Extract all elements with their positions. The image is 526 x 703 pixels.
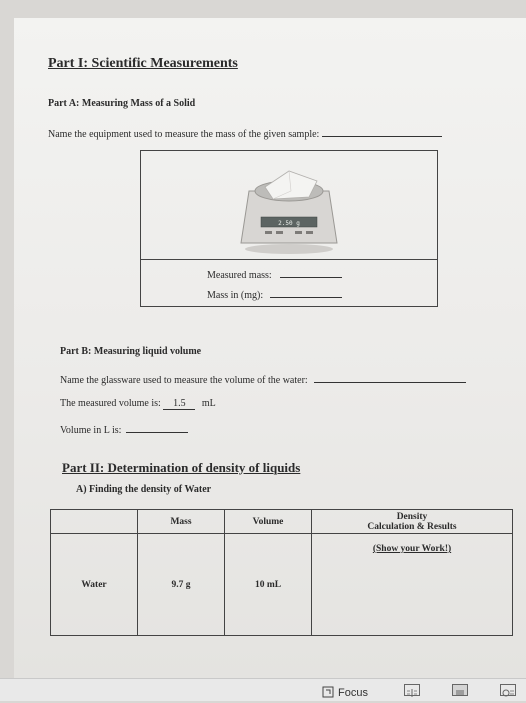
measured-volume-unit: mL bbox=[201, 398, 216, 409]
print-layout-icon[interactable] bbox=[452, 684, 468, 696]
part2-title: Part II: Determination of density of liquids bbox=[62, 460, 301, 475]
header-cell-volume: Volume bbox=[225, 510, 312, 534]
measured-volume-row bbox=[60, 398, 216, 410]
partB-title: Part B: Measuring liquid volume bbox=[60, 346, 202, 357]
equipment-answer-blank[interactable] bbox=[322, 126, 442, 137]
volume-liters-label: Volume in L is: bbox=[60, 425, 122, 436]
mass-mg-row bbox=[207, 287, 342, 301]
measured-mass-label: Measured mass: bbox=[207, 270, 272, 281]
document-page bbox=[14, 18, 526, 678]
glassware-question-text: Name the glassware used to measure the volume of the water: bbox=[60, 375, 308, 386]
balance-display-text: 2.50 g bbox=[278, 220, 300, 227]
header-cell-blank bbox=[51, 510, 138, 534]
balance-figure-box bbox=[140, 150, 438, 307]
balance-box-divider bbox=[141, 259, 437, 260]
part1-title: Part I: Scientific Measurements bbox=[48, 56, 238, 71]
web-layout-icon[interactable] bbox=[500, 684, 516, 696]
equipment-question-text: Name the equipment used to measure the mass of the given sample: bbox=[48, 129, 320, 140]
table-header-row bbox=[51, 510, 513, 534]
glassware-question bbox=[60, 372, 466, 386]
equipment-question bbox=[48, 126, 442, 140]
mass-mg-blank[interactable] bbox=[270, 287, 342, 298]
measured-mass-blank[interactable] bbox=[280, 267, 342, 278]
partA-title: Part A: Measuring Mass of a Solid bbox=[48, 98, 196, 109]
mass-mg-label: Mass in (mg): bbox=[207, 290, 264, 301]
cell-mass-value[interactable]: 9.7 g bbox=[138, 534, 225, 636]
focus-icon bbox=[322, 686, 334, 698]
glassware-answer-blank[interactable] bbox=[314, 372, 466, 383]
volume-liters-row bbox=[60, 422, 188, 436]
table-row bbox=[51, 534, 513, 636]
density-table bbox=[50, 509, 513, 636]
focus-label: Focus bbox=[338, 687, 368, 699]
cell-volume-value[interactable]: 10 mL bbox=[225, 534, 312, 636]
row-label-water: Water bbox=[51, 534, 138, 636]
header-cell-mass: Mass bbox=[138, 510, 225, 534]
read-mode-icon[interactable] bbox=[404, 684, 420, 696]
electronic-balance-image bbox=[141, 151, 437, 259]
header-cell-density: Density Calculation & Results bbox=[312, 510, 513, 534]
show-work-label: (Show your Work!) bbox=[372, 544, 452, 554]
cell-density-work[interactable] bbox=[312, 534, 513, 636]
word-status-bar bbox=[0, 678, 526, 701]
measured-volume-value[interactable]: 1.5 bbox=[163, 398, 195, 410]
measured-mass-row bbox=[207, 267, 342, 281]
volume-liters-blank[interactable] bbox=[126, 422, 188, 433]
measured-volume-label: The measured volume is: bbox=[60, 398, 161, 409]
part2-subtitle: A) Finding the density of Water bbox=[76, 484, 212, 495]
focus-button[interactable] bbox=[322, 683, 368, 701]
